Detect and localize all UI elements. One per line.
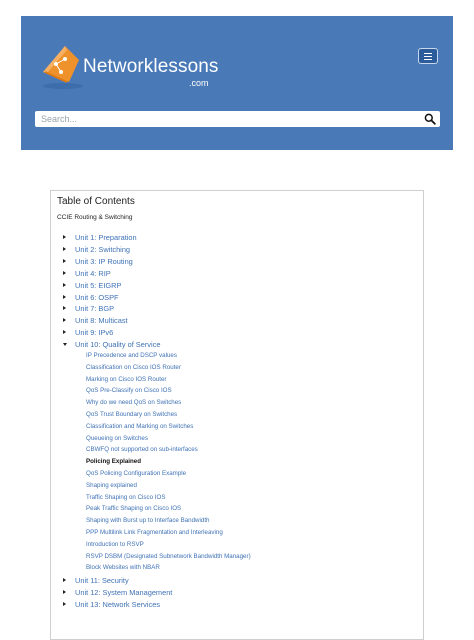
toc-lesson-link[interactable]: Marking on Cisco IOS Router xyxy=(86,375,167,383)
caret-right-icon xyxy=(63,271,66,275)
toc-lesson-link[interactable]: Shaping explained xyxy=(86,481,137,489)
toc-lesson-link[interactable]: IP Precedence and DSCP values xyxy=(86,352,177,359)
toc-unit-label: Unit 5: EIGRP xyxy=(75,280,122,290)
hamburger-menu-button[interactable] xyxy=(418,48,438,64)
toc-lesson-link[interactable]: Block Websites with NBAR xyxy=(86,564,160,572)
caret-right-icon xyxy=(63,259,66,263)
toc-unit-label: Unit 13: Network Services xyxy=(75,599,161,609)
toc-lesson-link[interactable]: CBWFQ not supported on sub-interfaces xyxy=(86,446,198,454)
toc-unit-label: Unit 7: BGP xyxy=(75,304,115,314)
networklessons-logo-icon xyxy=(39,42,85,92)
caret-right-icon xyxy=(63,247,66,251)
search-icon[interactable] xyxy=(424,113,436,125)
site-logo[interactable] xyxy=(39,42,239,102)
toc-unit-label: Unit 9: IPv6 xyxy=(75,328,114,338)
toc-lesson-current: Policing Explained xyxy=(86,458,142,466)
caret-right-icon xyxy=(63,235,66,239)
caret-down-icon xyxy=(63,343,67,346)
toc-unit-label: Unit 1: Preparation xyxy=(75,233,137,242)
toc-lesson-link[interactable]: Why do we need QoS on Switches xyxy=(86,399,182,407)
toc-unit-label: Unit 8: Multicast xyxy=(75,316,128,326)
brand-name: Networklessons xyxy=(83,56,219,77)
toc-lesson-link[interactable]: QoS Trust Boundary on Switches xyxy=(86,411,178,418)
caret-right-icon xyxy=(63,295,66,299)
caret-right-icon xyxy=(63,283,66,287)
toc-lesson-link[interactable]: Introduction to RSVP xyxy=(86,540,144,548)
table-of-contents xyxy=(50,190,424,640)
hamburger-menu-icon xyxy=(424,53,432,55)
caret-right-icon xyxy=(63,590,66,594)
toc-subtitle: CCIE Routing & Switching xyxy=(57,214,133,221)
toc-title: Table of Contents xyxy=(57,196,135,207)
search-input[interactable] xyxy=(35,111,421,127)
toc-unit-label: Unit 10: Quality of Service xyxy=(75,340,161,350)
brand-domain: .com xyxy=(189,78,209,88)
toc-lesson-link[interactable]: Shaping with Burst up to Interface Bandwidth xyxy=(86,517,210,525)
toc-lesson-link[interactable]: PPP Multilink Link Fragmentation and Interleaving xyxy=(86,529,223,536)
toc-unit-label: Unit 4: RIP xyxy=(75,268,111,278)
toc-unit-label: Unit 3: IP Routing xyxy=(75,256,133,266)
caret-right-icon xyxy=(63,330,66,334)
toc-unit-label: Unit 11: Security xyxy=(75,576,129,585)
site-header xyxy=(21,16,453,150)
search-bar xyxy=(35,111,440,127)
toc-lesson-link[interactable]: Classification and Marking on Switches xyxy=(86,422,194,430)
toc-unit-label: Unit 6: OSPF xyxy=(75,292,119,302)
caret-right-icon xyxy=(63,306,66,310)
toc-lesson-link[interactable]: Peak Traffic Shaping on Cisco IOS xyxy=(86,505,182,513)
caret-right-icon xyxy=(63,602,66,606)
toc-lesson-link[interactable]: QoS Pre-Classify on Cisco IOS xyxy=(86,387,172,395)
toc-lesson-link[interactable]: RSVP DSBM (Designated Subnetwork Bandwidth Manager) xyxy=(86,552,251,560)
caret-right-icon xyxy=(63,318,66,322)
toc-lesson-link[interactable]: Classification on Cisco IOS Router xyxy=(86,363,181,371)
toc-unit-label: Unit 12: System Management xyxy=(75,587,173,597)
toc-unit-label: Unit 2: Switching xyxy=(75,244,131,254)
toc-lesson-link[interactable]: Queueing on Switches xyxy=(86,434,148,442)
toc-lesson-link[interactable]: QoS Policing Configuration Example xyxy=(86,470,187,477)
toc-lesson-link[interactable]: Traffic Shaping on Cisco IOS xyxy=(86,493,166,501)
caret-right-icon xyxy=(63,578,66,582)
